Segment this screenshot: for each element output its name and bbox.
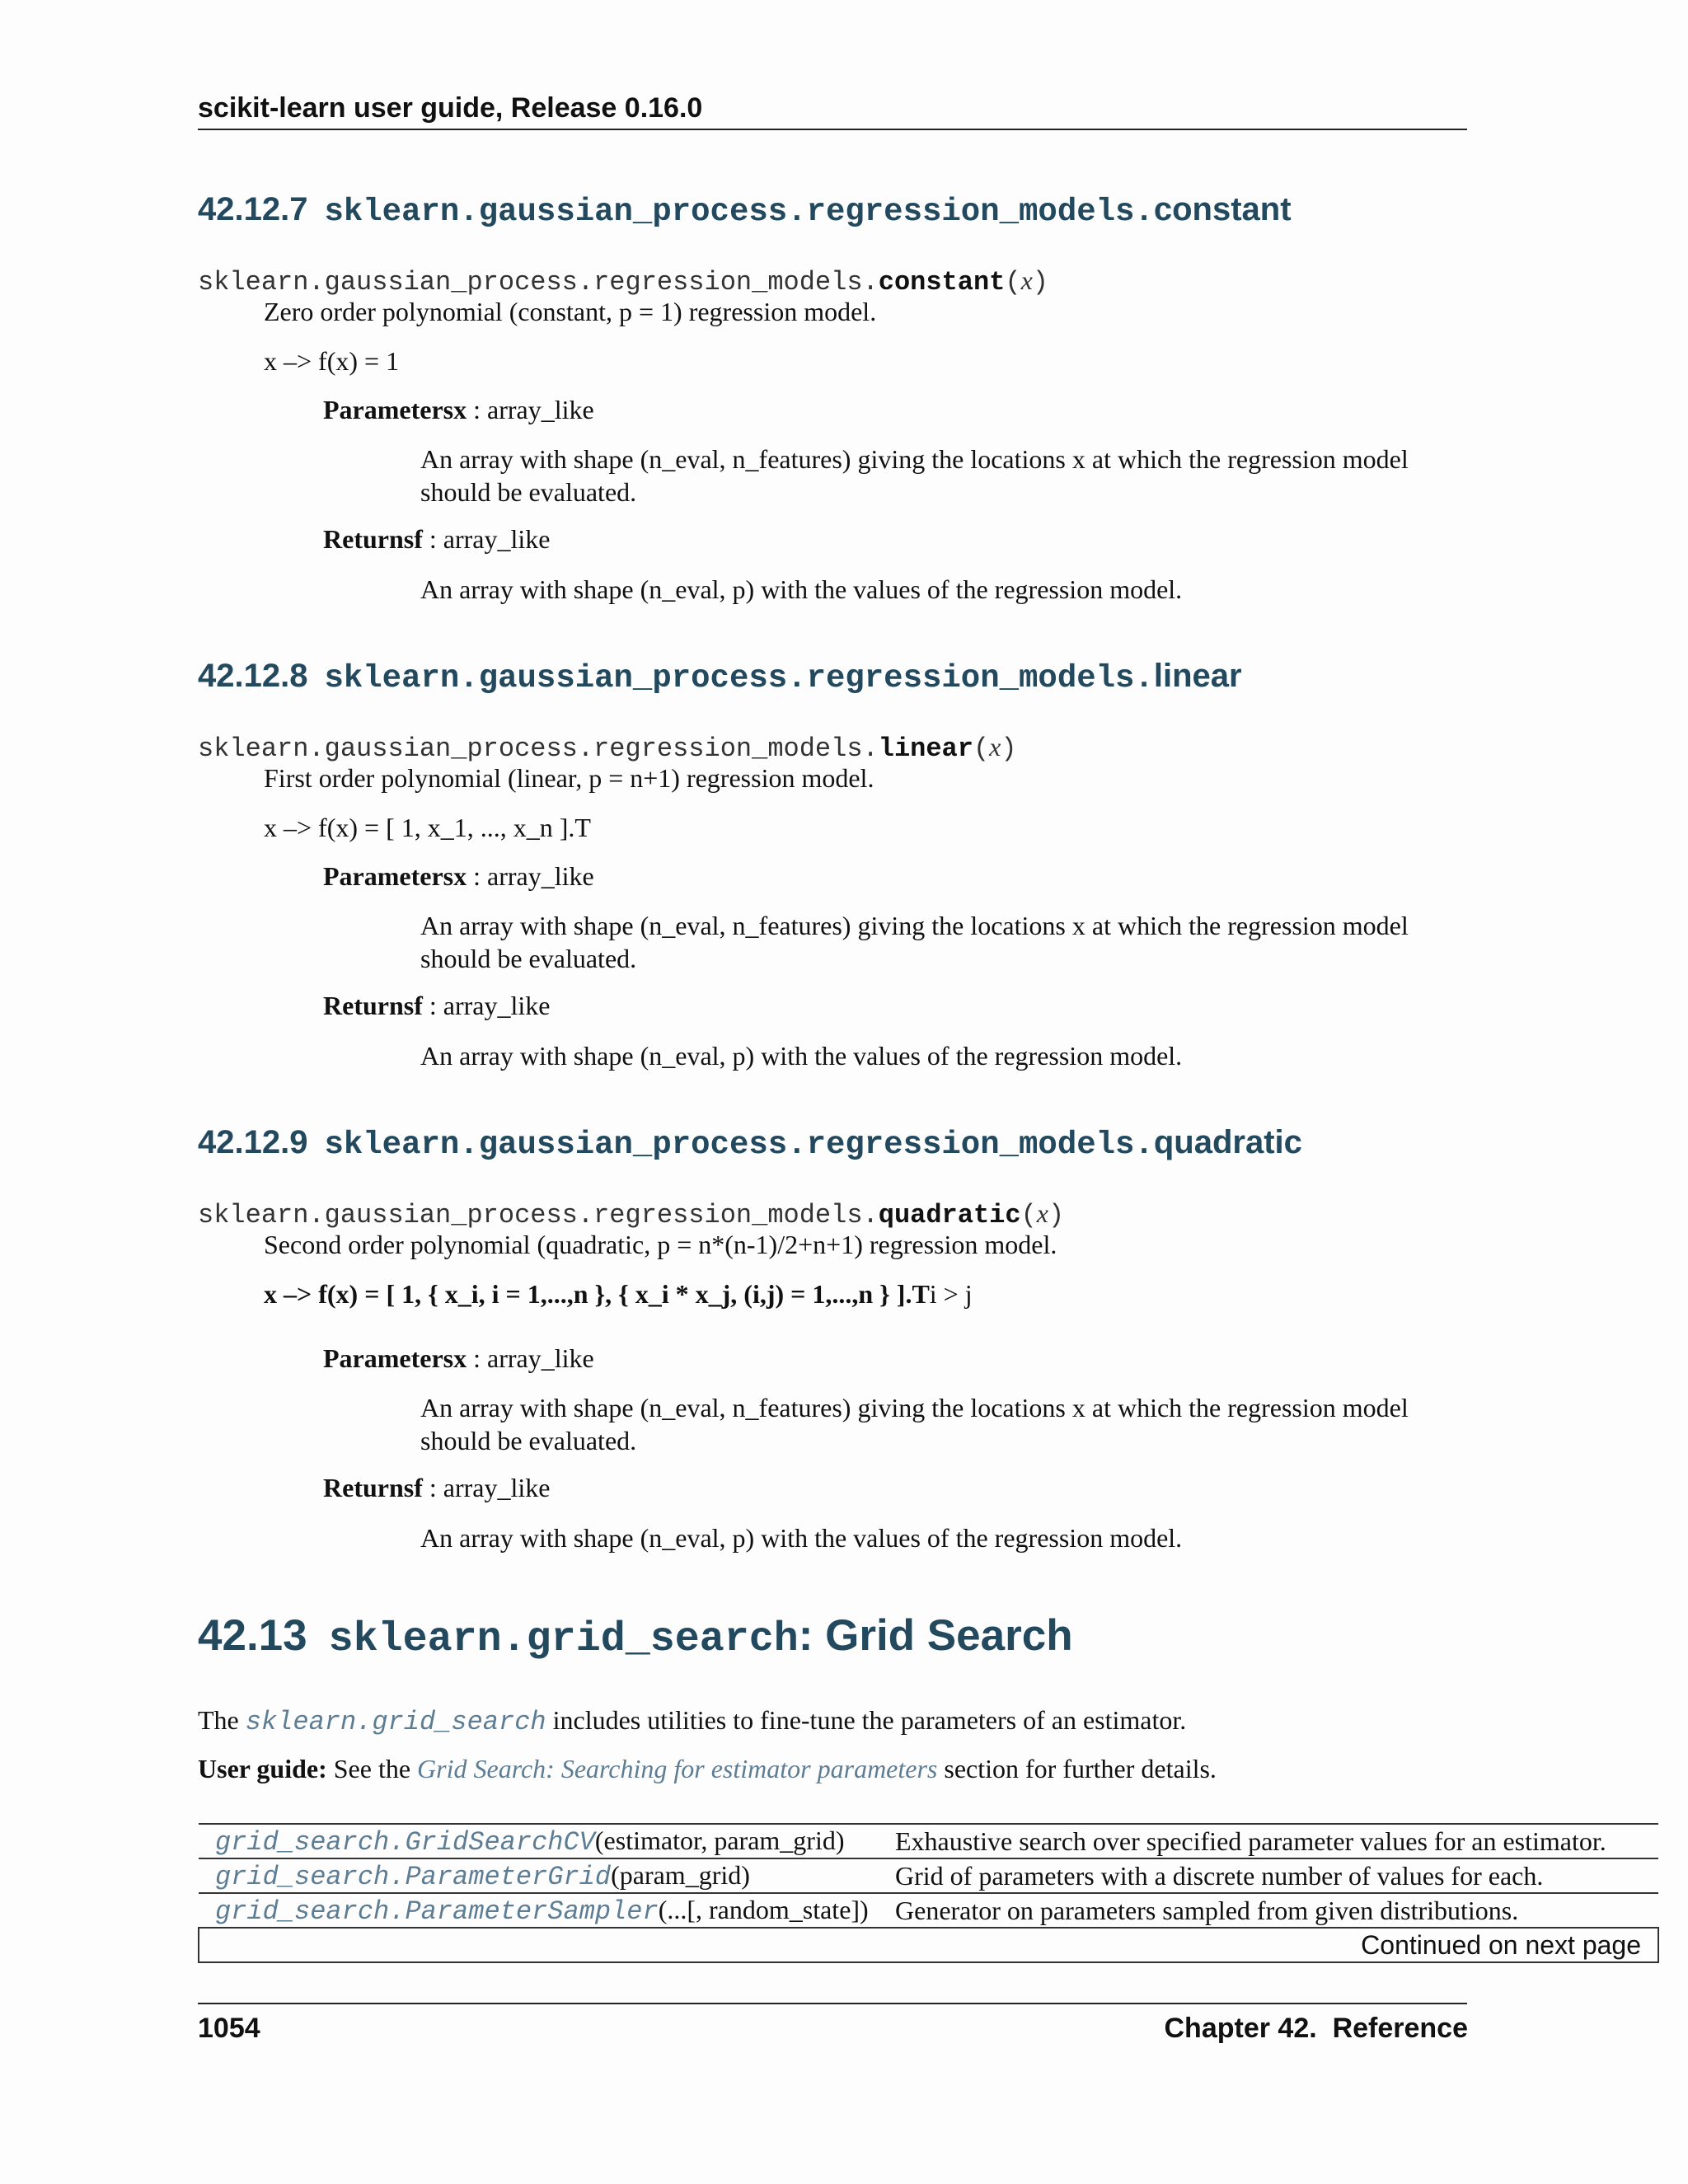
parameters-field-constant: Parametersx : array_like: [323, 395, 594, 424]
table-cell-name: grid_search.ParameterGrid(param_grid): [199, 1858, 879, 1893]
grid-search-intro: The sklearn.grid_search includes utilities to fine-tune the parameters of an estimator.: [198, 1705, 1187, 1737]
footer-rule: [198, 2003, 1467, 2004]
signature-constant: sklearn.gaussian_process.regression_models.constant(x): [198, 265, 1048, 298]
table-continued-row: [199, 1928, 1658, 1962]
section-heading-constant[interactable]: 42.12.7 sklearn.gaussian_process.regression_models.constant: [198, 191, 1292, 230]
section-heading-linear[interactable]: 42.12.8 sklearn.gaussian_process.regression_models.linear: [198, 658, 1242, 696]
summary-linear: First order polynomial (linear, p = n+1) regression model.: [264, 763, 874, 793]
table-row: [199, 1824, 1658, 1858]
section-heading-quadratic[interactable]: 42.12.9 sklearn.gaussian_process.regression_models.quadratic: [198, 1124, 1302, 1163]
table-cell-desc: Exhaustive search over specified parameter values for an estimator.: [879, 1824, 1658, 1858]
parametergrid-link[interactable]: grid_search.ParameterGrid: [215, 1861, 612, 1892]
section-heading-grid-search[interactable]: 42.13 sklearn.grid_search: Grid Search: [198, 1611, 1073, 1663]
api-summary-table: [198, 1823, 1659, 1963]
page-number: 1054: [198, 2013, 260, 2044]
signature-quadratic: sklearn.gaussian_process.regression_models.quadratic(x): [198, 1198, 1065, 1230]
running-header: scikit-learn user guide, Release 0.16.0: [198, 92, 703, 124]
parametersampler-link[interactable]: grid_search.ParameterSampler: [215, 1896, 659, 1927]
table-row: [199, 1893, 1658, 1928]
user-guide-note: User guide: See the Grid Search: Searching for estimator parameters section for further details.: [198, 1754, 1217, 1783]
returns-field-quadratic: Returnsf : array_like: [323, 1473, 551, 1502]
table-row: [199, 1858, 1658, 1893]
summary-constant: Zero order polynomial (constant, p = 1) regression model.: [264, 297, 877, 326]
parameters-field-linear: Parametersx : array_like: [323, 861, 594, 891]
table-cell-desc: Generator on parameters sampled from given distributions.: [879, 1893, 1658, 1928]
table-cell-name: grid_search.ParameterSampler(...[, random_state]): [199, 1893, 879, 1928]
returns-desc-linear: An array with shape (n_eval, p) with the values of the regression model.: [420, 1041, 1183, 1071]
returns-desc-quadratic: An array with shape (n_eval, p) with the values of the regression model.: [420, 1523, 1183, 1553]
parameters-desc-linear: An array with shape (n_eval, n_features) giving the locations x at which the regression model should be evaluated.: [420, 911, 1409, 973]
parameters-field-quadratic: Parametersx : array_like: [323, 1343, 594, 1373]
summary-quadratic: Second order polynomial (quadratic, p = n*(n-1)/2+n+1) regression model.: [264, 1230, 1057, 1259]
returns-desc-constant: An array with shape (n_eval, p) with the values of the regression model.: [420, 574, 1183, 604]
returns-field-linear: Returnsf : array_like: [323, 991, 551, 1020]
parameters-desc-constant: An array with shape (n_eval, n_features) giving the locations x at which the regression model should be evaluated.: [420, 444, 1409, 507]
returns-field-constant: Returnsf : array_like: [323, 524, 551, 554]
grid-search-module-link[interactable]: sklearn.grid_search: [245, 1707, 546, 1737]
signature-linear: sklearn.gaussian_process.regression_models.linear(x): [198, 732, 1017, 764]
continued-note: Continued on next page: [199, 1928, 1658, 1962]
footer-chapter: Chapter 42. Reference: [1164, 2013, 1468, 2044]
formula-quadratic: x –> f(x) = [ 1, { x_i, i = 1,...,n }, { x_i * x_j, (i,j) = 1,...,n } ].Ti > j: [264, 1279, 973, 1309]
table-cell-name: grid_search.GridSearchCV(estimator, param_grid): [199, 1824, 879, 1858]
user-guide-link[interactable]: Grid Search: Searching for estimator parameters: [417, 1754, 938, 1783]
table-cell-desc: Grid of parameters with a discrete number of values for each.: [879, 1858, 1658, 1893]
formula-constant: x –> f(x) = 1: [264, 346, 400, 376]
formula-linear: x –> f(x) = [ 1, x_1, ..., x_n ].T: [264, 813, 591, 842]
gridsearchcv-link[interactable]: grid_search.GridSearchCV: [215, 1826, 595, 1858]
header-rule: [198, 129, 1467, 130]
parameters-desc-quadratic: An array with shape (n_eval, n_features) giving the locations x at which the regression model should be evaluated.: [420, 1393, 1409, 1455]
